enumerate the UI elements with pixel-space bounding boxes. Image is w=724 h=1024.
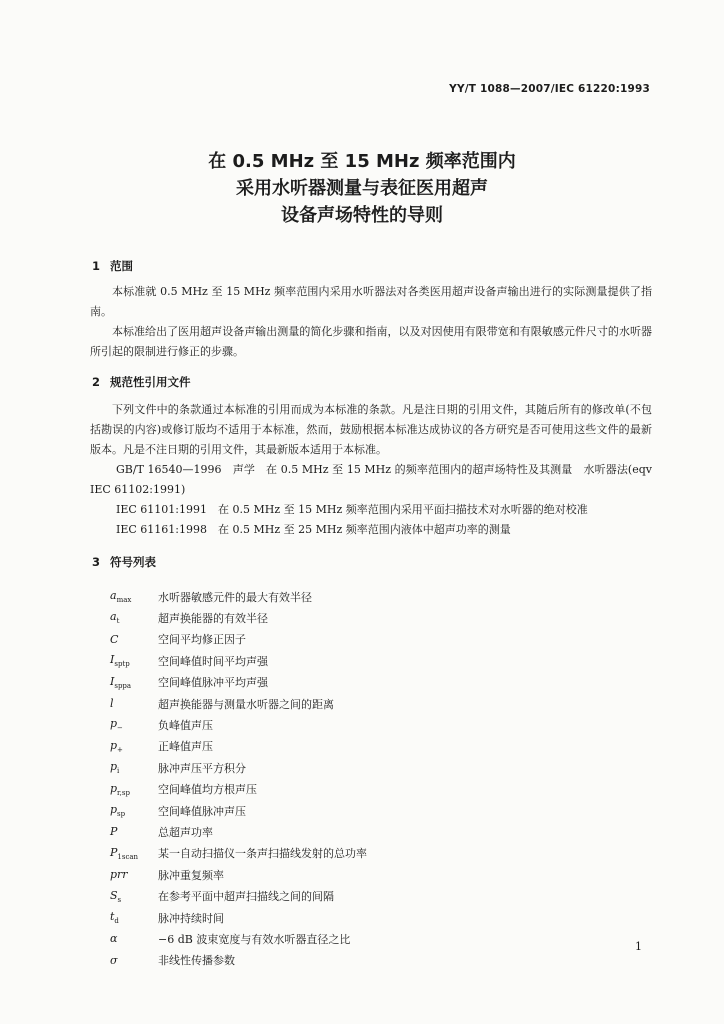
reference-iec-61161: IEC 61161:1998 在 0.5 MHz 至 25 MHz 频率范围内液体中超声功率的测量 [116,523,511,536]
symbol-row [110,757,630,778]
symbol-row [110,843,630,864]
symbol-base: σ [110,953,118,967]
symbol-row [110,693,630,714]
section-1-paragraph-2: 本标准给出了医用超声设备声输出测量的简化步骤和指南，以及对因使用有限带宽和有限敏感元件尺寸的水听器所引起的限制进行修正的步骤。 [90,325,652,358]
symbol-row [110,907,630,928]
symbol [110,739,158,754]
symbol [110,782,158,797]
symbol-row [110,800,630,821]
symbol-subscript: − [117,724,123,733]
symbol-base: I [110,674,115,688]
reference-gbt-16540: GB/T 16540—1996 声学 在 0.5 MHz 至 15 MHz 的频率范围内的超声场特性及其测量 水听器法(eqv IEC 61102:1991) [90,463,652,496]
symbol-description: 负峰值声压 [158,719,213,733]
symbol-base: p [110,781,118,795]
symbol-description: 空间峰值时间平均声强 [158,654,268,668]
symbol-row [110,650,630,671]
symbol [110,825,158,838]
symbol-subscript: max [116,596,132,605]
symbol [110,697,158,710]
symbol-description: −6 dB 波束宽度与有效水听器直径之比 [158,932,351,946]
symbol-row [110,821,630,842]
section-2-heading [92,374,191,390]
symbol-description: 总超声功率 [158,825,213,839]
symbol-base: I [110,653,115,667]
symbol [110,633,158,646]
symbol [110,932,158,945]
symbol-subscript: sppa [114,681,132,690]
symbol-description: 空间平均修正因子 [158,633,246,647]
title-line-3: 设备声场特性的导则 [281,205,443,226]
symbol [110,803,158,818]
symbol-description: 脉冲重复频率 [158,868,224,882]
symbol-description: 空间峰值脉冲平均声强 [158,676,268,690]
symbol-row [110,714,630,735]
symbol-description: 水听器敏感元件的最大有效半径 [158,590,312,604]
symbol-description: 超声换能器的有效半径 [158,612,268,626]
symbol [110,954,158,967]
symbol [110,675,158,690]
symbol-row [110,586,630,607]
symbol-list [110,586,630,971]
section-3-heading [92,554,156,570]
section-number: 1 [92,259,101,273]
symbol-base: C [110,632,119,646]
symbol-row [110,885,630,906]
symbol [110,889,158,904]
symbol-row [110,629,630,650]
symbol-description: 在参考平面中超声扫描线之间的间隔 [158,890,334,904]
section-title: 符号列表 [110,555,156,569]
document-title [0,148,724,229]
symbol-base: p [110,760,118,774]
symbol-subscript: sp [117,810,126,819]
section-1-paragraph-1: 本标准就 0.5 MHz 至 15 MHz 频率范围内采用水听器法对各类医用超声设备声输出进行的实际测量提供了指南。 [90,285,652,318]
symbol-base: a [110,610,117,624]
symbol-subscript: sptp [114,660,130,669]
section-title: 规范性引用文件 [110,375,191,389]
symbol-description: 脉冲声压平方积分 [158,761,246,775]
symbol-base: α [110,932,118,946]
symbol-subscript: s [117,895,122,904]
symbol-base: l [110,697,114,711]
symbol-description: 超声换能器与测量水听器之间的距离 [158,697,334,711]
symbol-subscript: r,sp [117,788,130,797]
symbol-base: t [110,909,115,923]
section-number: 3 [92,555,101,569]
symbol-row [110,672,630,693]
symbol [110,846,158,861]
title-line-2: 采用水听器测量与表征医用超声 [236,178,488,199]
page-number: 1 [635,940,642,953]
symbol-description: 脉冲持续时间 [158,911,224,925]
symbol-base: p [110,717,118,731]
symbol [110,610,158,625]
symbol-subscript: 1scan [117,852,139,861]
symbol-row [110,779,630,800]
symbol-description: 非线性传播参数 [158,954,235,968]
symbol-row [110,736,630,757]
standard-number: YY/T 1088—2007/IEC 61220:1993 [449,83,650,95]
symbol-subscript: d [114,917,119,926]
symbol-subscript: i [117,767,120,776]
symbol-base: P [110,825,118,839]
symbol-base: a [110,589,117,603]
symbol [110,589,158,604]
section-number: 2 [92,375,101,389]
symbol-description: 正峰值声压 [158,740,213,754]
symbol-subscript: + [117,746,123,755]
symbol [110,717,158,732]
symbol-description: 空间峰值脉冲声压 [158,804,246,818]
symbol-description: 空间峰值均方根声压 [158,783,257,797]
symbol-base: prr [110,868,128,882]
symbol-description: 某一自动扫描仪一条声扫描线发射的总功率 [158,847,367,861]
symbol-subscript: t [116,617,120,626]
symbol [110,868,158,881]
symbol-base: p [110,738,118,752]
symbol-base: P [110,845,118,859]
symbol [110,653,158,668]
symbol-row [110,928,630,949]
title-line-1: 在 0.5 MHz 至 15 MHz 频率范围内 [208,151,516,172]
section-2-paragraph-1: 下列文件中的条款通过本标准的引用而成为本标准的条款。凡是注日期的引用文件，其随后所有的修改单(不包括勘误的内容)或修订版均不适用于本标准，然而，鼓励根据本标准达成协议的各方研究是否可使用这些文件的最新版本。凡是不注日期的引用文件，其最新版本适用于本标准。 [90,403,652,456]
reference-iec-61101: IEC 61101:1991 在 0.5 MHz 至 15 MHz 频率范围内采用平面扫描技术对水听器的绝对校准 [116,503,588,516]
symbol-row [110,607,630,628]
symbol [110,760,158,775]
symbol-row [110,950,630,971]
symbol-base: p [110,803,118,816]
section-title: 范围 [110,259,133,273]
symbol [110,910,158,925]
section-1-heading [92,258,133,274]
symbol-base: S [110,888,118,902]
symbol-row [110,864,630,885]
